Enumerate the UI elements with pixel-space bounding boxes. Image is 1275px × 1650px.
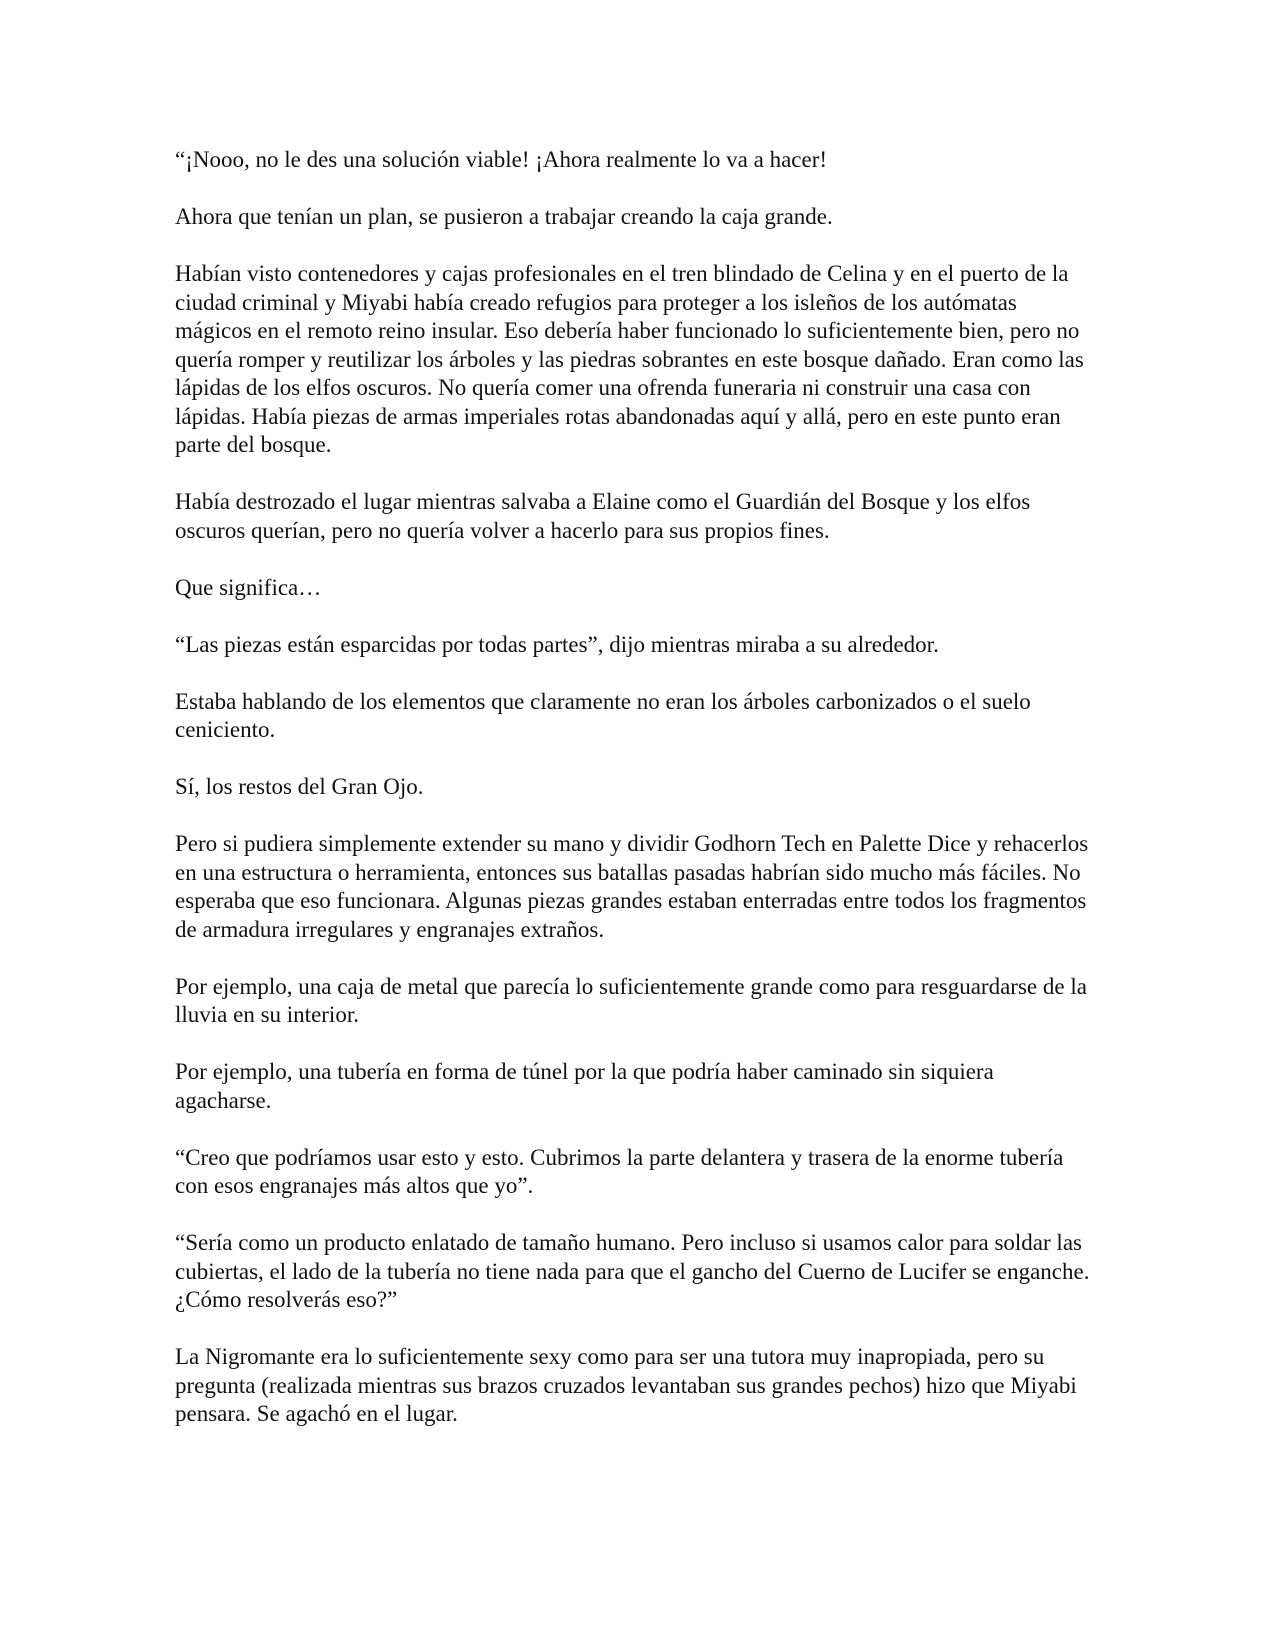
paragraph: “Creo que podríamos usar esto y esto. Cubrimos la parte delantera y trasera de la enorme tubería con esos engranajes más altos que yo”. [175, 1144, 1064, 1198]
paragraph: “Sería como un producto enlatado de tamaño humano. Pero incluso si usamos calor para soldar las cubiertas, el lado de la tubería no tiene nada para que el gancho del Cuerno de Lucifer se enganche. ¿Cómo resolverás eso?” [175, 1230, 1090, 1312]
paragraph: Pero si pudiera simplemente extender su mano y dividir Godhorn Tech en Palette Dice y rehacerlos en una estructura o herramienta, entonces sus batallas pasadas habrían sido mucho más fáciles. No esperaba que eso funcionara. Algunas piezas grandes estaban enterradas entre todos los fragmentos de armadura irregulares y engranajes extraños. [175, 831, 1089, 942]
paragraph: Que significa… [175, 574, 322, 600]
paragraph: Habían visto contenedores y cajas profesionales en el tren blindado de Celina y en el puerto de la ciudad criminal y Miyabi había creado refugios para proteger a los isleños de los autómatas mágicos en el remoto reino insular. Eso debería haber funcionado lo suficientemente bien, pero no quería romper y reutilizar los árboles y las piedras sobrantes en este bosque dañado. Eran como las lápidas de los elfos oscuros. No quería comer una ofrenda funeraria ni construir una casa con lápidas. Había piezas de armas imperiales rotas abandonadas aquí y allá, pero en este punto eran parte del bosque. [175, 261, 1084, 457]
paragraph: “¡Nooo, no le des una solución viable! ¡Ahora realmente lo va a hacer! [175, 147, 828, 172]
paragraph: Por ejemplo, una tubería en forma de túnel por la que podría haber caminado sin siquiera agacharse. [175, 1059, 994, 1113]
paragraph: Por ejemplo, una caja de metal que parecía lo suficientemente grande como para resguardarse de la lluvia en su interior. [175, 973, 1087, 1027]
paragraph: Sí, los restos del Gran Ojo. [175, 774, 424, 799]
paragraph: Estaba hablando de los elementos que claramente no eran los árboles carbonizados o el suelo ceniciento. [175, 688, 1031, 742]
document-body [175, 146, 1095, 1429]
paragraph: Había destrozado el lugar mientras salvaba a Elaine como el Guardián del Bosque y los elfos oscuros querían, pero no quería volver a hacerlo para sus propios fines. [175, 489, 1031, 543]
paragraph: La Nigromante era lo suficientemente sexy como para ser una tutora muy inapropiada, pero su pregunta (realizada mientras sus brazos cruzados levantaban sus grandes pechos) hizo que Miyabi pensara. Se agachó en el lugar. [175, 1344, 1077, 1426]
paragraph: Ahora que tenían un plan, se pusieron a trabajar creando la caja grande. [175, 204, 833, 229]
paragraph: “Las piezas están esparcidas por todas partes”, dijo mientras miraba a su alrededor. [175, 631, 939, 657]
